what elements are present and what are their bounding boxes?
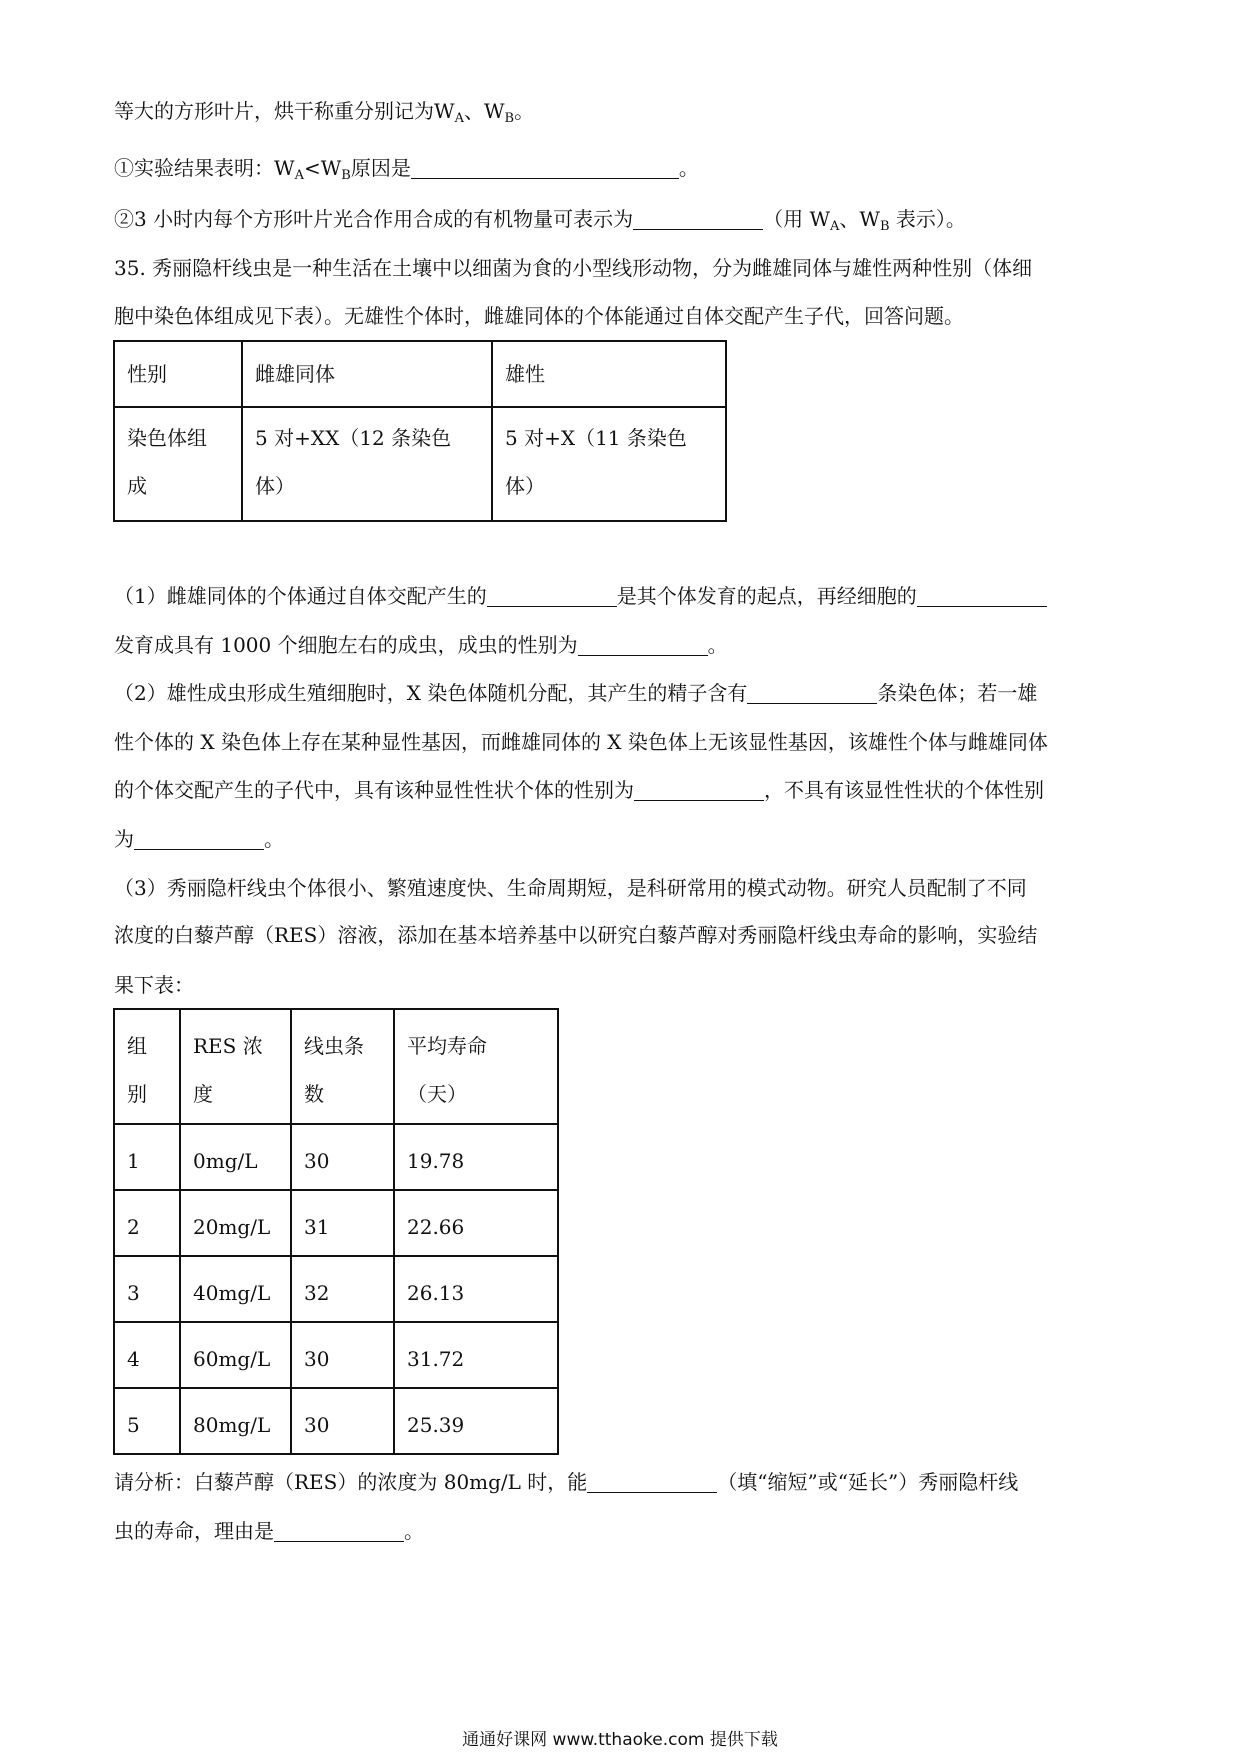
answer-blank[interactable] bbox=[634, 780, 764, 801]
table-cell bbox=[180, 1190, 291, 1256]
answer-blank[interactable] bbox=[274, 1521, 404, 1542]
text: 虫的寿命，理由是 bbox=[114, 1519, 274, 1543]
text: 染色体组 bbox=[127, 426, 207, 450]
part-2-line-3 bbox=[114, 777, 1044, 803]
text: 。 bbox=[264, 827, 284, 851]
text: 、 bbox=[839, 207, 860, 231]
text: 30 bbox=[304, 1347, 330, 1371]
table-row bbox=[114, 1190, 558, 1256]
text: 。 bbox=[514, 99, 535, 123]
table-cell bbox=[114, 1388, 180, 1454]
table-cell bbox=[291, 1256, 394, 1322]
subscript: A bbox=[830, 219, 840, 234]
table-cell bbox=[114, 1190, 180, 1256]
table-cell bbox=[180, 1124, 291, 1190]
table-cell bbox=[242, 407, 492, 521]
text: < bbox=[303, 156, 321, 180]
chromosome-table bbox=[113, 340, 727, 522]
text: W bbox=[809, 207, 831, 231]
table-cell bbox=[180, 1009, 291, 1124]
text: RES 浓 bbox=[193, 1034, 263, 1058]
text: ①实验结果表明： bbox=[114, 156, 274, 180]
text: 的个体交配产生的子代中，具有该种显性性状个体的性别为 bbox=[114, 778, 634, 802]
text: 2 bbox=[127, 1215, 140, 1239]
table-row bbox=[114, 341, 726, 407]
table-cell bbox=[492, 407, 726, 521]
text: 体） bbox=[505, 474, 545, 498]
text: 线虫条 bbox=[304, 1034, 364, 1058]
text: ②3 小时内每个方形叶片光合作用合成的有机物量可表示为 bbox=[114, 207, 634, 231]
table-cell bbox=[114, 1009, 180, 1124]
text: 25.39 bbox=[407, 1413, 465, 1437]
text: 发育成具有 1000 个细胞左右的成虫，成虫的性别为 bbox=[114, 633, 578, 657]
text: 平均寿命 bbox=[407, 1034, 487, 1058]
table-cell bbox=[114, 1124, 180, 1190]
res-experiment-table bbox=[113, 1008, 559, 1455]
text: 数 bbox=[304, 1082, 324, 1106]
text: 为 bbox=[114, 827, 134, 851]
table-row bbox=[114, 407, 726, 521]
part-1-line-1 bbox=[114, 583, 1047, 609]
table-cell bbox=[291, 1322, 394, 1388]
table-cell bbox=[291, 1124, 394, 1190]
table-cell bbox=[291, 1388, 394, 1454]
text: 是其个体发育的起点，再经细胞的 bbox=[616, 584, 917, 608]
table-cell bbox=[291, 1190, 394, 1256]
text: 31 bbox=[304, 1215, 330, 1239]
text: 体） bbox=[255, 474, 295, 498]
text: W bbox=[859, 207, 880, 231]
answer-blank[interactable] bbox=[917, 586, 1047, 607]
text: 性别 bbox=[127, 362, 167, 386]
text: 。 bbox=[404, 1519, 424, 1543]
answer-blank[interactable] bbox=[747, 683, 877, 704]
text: （1）雌雄同体的个体通过自体交配产生的 bbox=[114, 584, 487, 608]
table-row bbox=[114, 1009, 558, 1124]
table-cell bbox=[394, 1256, 558, 1322]
table-cell bbox=[180, 1388, 291, 1454]
part-2-line-2: 性个体的 X 染色体上存在某种显性基因，而雌雄同体的 X 染色体上无该显性基因，该雄性个体与雌雄同体 bbox=[114, 730, 1048, 754]
text: 请分析：白藜芦醇（RES）的浓度为 80mg/L 时，能 bbox=[114, 1470, 588, 1494]
question-35-line-1: 35. 秀丽隐杆线虫是一种生活在土壤中以细菌为食的小型线形动物，分为雌雄同体与雄性两种性别（体细 bbox=[114, 256, 1033, 280]
intro-question-1 bbox=[114, 155, 699, 189]
text: 30 bbox=[304, 1413, 330, 1437]
answer-blank[interactable] bbox=[411, 158, 679, 179]
text: 40mg/L bbox=[193, 1281, 271, 1305]
table-cell bbox=[114, 407, 242, 521]
analysis-line-2 bbox=[114, 1518, 424, 1544]
text: 5 bbox=[127, 1413, 140, 1437]
table-row bbox=[114, 1124, 558, 1190]
text: 条染色体；若一雄 bbox=[877, 681, 1038, 705]
text: 、 bbox=[463, 99, 484, 123]
text: 度 bbox=[193, 1082, 213, 1106]
table-cell bbox=[180, 1322, 291, 1388]
text: 成 bbox=[127, 474, 147, 498]
text: 原因是 bbox=[350, 156, 411, 180]
question-35-line-2: 胞中染色体组成见下表）。无雄性个体时，雌雄同体的个体能通过自体交配产生子代，回答问题。 bbox=[114, 304, 964, 328]
table-row bbox=[114, 1322, 558, 1388]
part-3-line-1: （3）秀丽隐杆线虫个体很小、繁殖速度快、生命周期短，是科研常用的模式动物。研究人员配制了不同 bbox=[114, 876, 1027, 900]
text: 3 bbox=[127, 1281, 140, 1305]
text: W bbox=[434, 99, 455, 123]
table-cell bbox=[114, 1322, 180, 1388]
text: 20mg/L bbox=[193, 1215, 271, 1239]
table-cell bbox=[394, 1009, 558, 1124]
answer-blank[interactable] bbox=[587, 1472, 717, 1493]
text: 5 对+X（11 条染色 bbox=[505, 426, 687, 450]
table-cell bbox=[394, 1190, 558, 1256]
text: （填“缩短”或“延长”）秀丽隐杆线 bbox=[717, 1470, 1019, 1494]
text: （2）雄性成虫形成生殖细胞时，X 染色体随机分配，其产生的精子含有 bbox=[114, 681, 748, 705]
text: 表示）。 bbox=[889, 207, 966, 231]
table-cell bbox=[394, 1388, 558, 1454]
subscript: B bbox=[504, 111, 515, 126]
text: 1 bbox=[127, 1149, 140, 1173]
footer-credit: 通通好课网 www.tthaoke.com 提供下载 bbox=[462, 1730, 778, 1750]
subscript: B bbox=[879, 219, 890, 234]
text: ，不具有该显性性状的个体性别 bbox=[764, 778, 1044, 802]
text: W bbox=[274, 156, 295, 180]
subscript: B bbox=[341, 168, 351, 183]
answer-blank[interactable] bbox=[578, 635, 708, 656]
text: 4 bbox=[127, 1347, 140, 1371]
table-cell bbox=[114, 341, 242, 407]
part-2-line-4 bbox=[114, 826, 284, 852]
text: （用 bbox=[763, 207, 810, 231]
text: 60mg/L bbox=[193, 1347, 271, 1371]
subscript: A bbox=[294, 168, 304, 183]
text: 5 对+XX（12 条染色 bbox=[255, 426, 452, 450]
text: 0mg/L bbox=[193, 1149, 258, 1173]
text: 。 bbox=[678, 156, 699, 180]
intro-question-2 bbox=[114, 206, 966, 240]
part-1-line-2 bbox=[114, 632, 728, 658]
table-cell bbox=[394, 1322, 558, 1388]
text: 26.13 bbox=[407, 1281, 465, 1305]
table-cell bbox=[394, 1124, 558, 1190]
text: W bbox=[320, 156, 342, 180]
table-cell bbox=[180, 1256, 291, 1322]
part-2-line-1 bbox=[114, 680, 1037, 706]
text: 31.72 bbox=[407, 1347, 465, 1371]
text: W bbox=[483, 99, 505, 123]
table-cell bbox=[492, 341, 726, 407]
text: 19.78 bbox=[407, 1149, 465, 1173]
table-cell bbox=[114, 1256, 180, 1322]
table-cell bbox=[291, 1009, 394, 1124]
text: 32 bbox=[304, 1281, 330, 1305]
intro-line-1 bbox=[114, 98, 534, 132]
answer-blank[interactable] bbox=[633, 209, 763, 230]
subscript: A bbox=[454, 111, 464, 126]
text: 。 bbox=[707, 633, 728, 657]
table-row bbox=[114, 1388, 558, 1454]
answer-blank[interactable] bbox=[487, 586, 617, 607]
text: 30 bbox=[304, 1149, 330, 1173]
text: 雌雄同体 bbox=[255, 362, 335, 386]
text: 等大的方形叶片，烘干称重分别记为 bbox=[114, 99, 434, 123]
analysis-line-1 bbox=[114, 1469, 1018, 1495]
text: 别 bbox=[127, 1082, 147, 1106]
text: 22.66 bbox=[407, 1215, 465, 1239]
table-row bbox=[114, 1256, 558, 1322]
text: 雄性 bbox=[505, 362, 545, 386]
text: 80mg/L bbox=[193, 1413, 271, 1437]
text: 组 bbox=[127, 1034, 147, 1058]
part-3-line-3: 果下表： bbox=[114, 973, 194, 997]
answer-blank[interactable] bbox=[134, 829, 264, 850]
part-3-line-2: 浓度的白藜芦醇（RES）溶液，添加在基本培养基中以研究白藜芦醇对秀丽隐杆线虫寿命的影响，实验结 bbox=[114, 923, 1038, 947]
table-cell bbox=[242, 341, 492, 407]
text: （天） bbox=[407, 1082, 467, 1106]
